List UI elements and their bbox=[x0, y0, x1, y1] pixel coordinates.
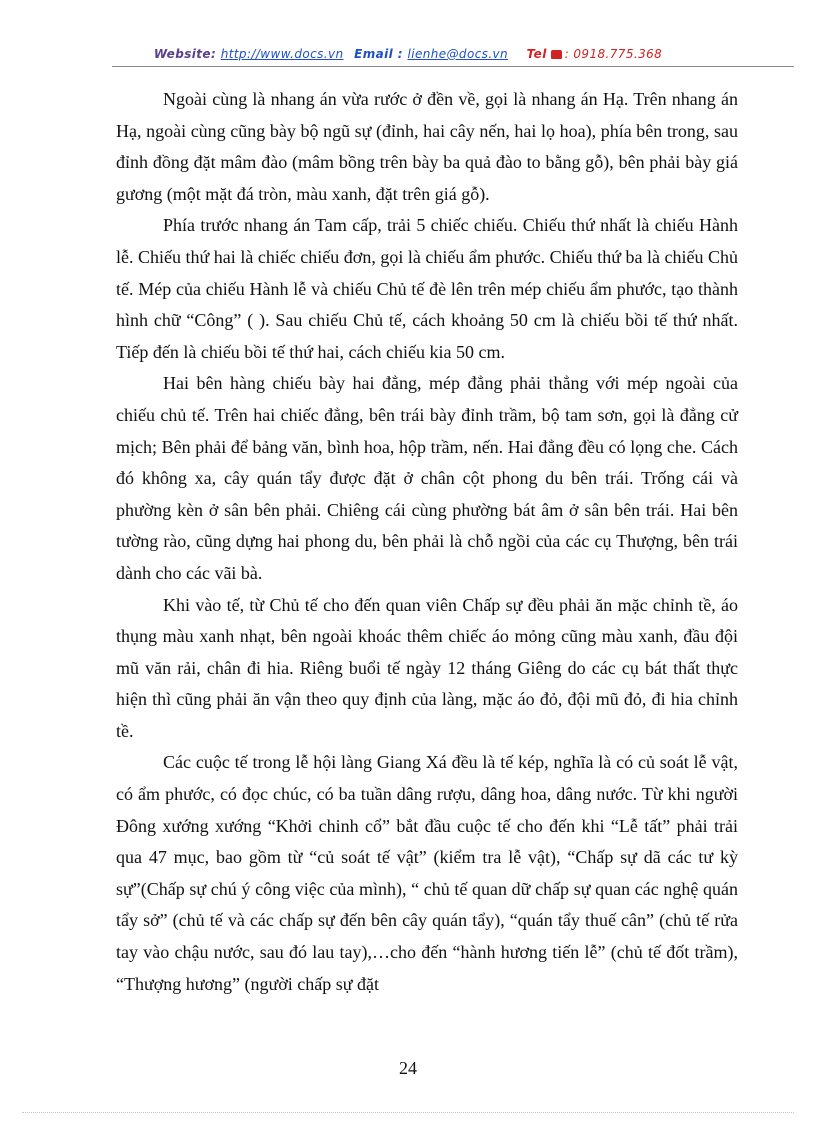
tel-number: : 0918.775.368 bbox=[564, 47, 663, 61]
tel-label: Tel bbox=[526, 47, 547, 61]
paragraph: Hai bên hàng chiếu bày hai đẳng, mép đẳng phải thẳng với mép ngoài của chiếu chủ tế. Trên hai chiếc đẳng, bên trái bày đỉnh trầm, bộ tam sơn, gọi là đẳng cử mịch; Bên phải để bảng văn, bình hoa, hộp trầm, nến. Hai đẳng đều có lọng che. Cách đó không xa, cây quán tẩy được đặt ở chân cột phong du bên trái. Trống cái và phường kèn ở sân bên phải. Chiêng cái cùng phường bát âm ở sân bên trái. Hai bên tường rào, cũng dựng hai phong du, bên phải là chỗ ngồi của các cụ Thượng, bên trái dành cho các vãi bà. bbox=[116, 373, 738, 583]
document-body bbox=[116, 84, 738, 1000]
paragraph: Các cuộc tế trong lễ hội làng Giang Xá đều là tế kép, nghĩa là có củ soát lễ vật, có ẩm phước, có đọc chúc, có ba tuần dâng rượu, dâng hoa, dâng nước. Từ khi người Đông xướng xướng “Khởi chinh cổ” bắt đầu cuộc tế cho đến khi “Lễ tất” phải trải qua 47 mục, bao gồm từ “củ soát tế vật” (kiểm tra lễ vật), “Chấp sự dã các tư kỳ sự”(Chấp sự chú ý công việc của mình), “ chủ tế quan dữ chấp sự quan các nghệ quán tẩy sở” (chủ tế và các chấp sự đến bên cây quán tẩy), “quán tẩy thuế cân” (chủ tế rửa tay vào chậu nước, sau đó lau tay),…cho đến “hành hương tiến lễ” (chủ tế đốt trầm), “Thượng hương” (người chấp sự đặt bbox=[116, 752, 738, 994]
paragraph: Khi vào tế, từ Chủ tế cho đến quan viên Chấp sự đều phải ăn mặc chỉnh tề, áo thụng màu xanh nhạt, bên ngoài khoác thêm chiếc áo mỏng cũng màu xanh, đầu đội mũ văn rải, chân đi hia. Riêng buổi tế ngày 12 tháng Giêng do các cụ bát thất thực hiện thì cũng phải ăn vận theo quy định của làng, mặc áo đỏ, đội mũ đỏ, đi hia chỉnh tề. bbox=[116, 594, 738, 741]
page-header bbox=[0, 47, 816, 61]
header-divider bbox=[112, 66, 794, 67]
footer-divider bbox=[22, 1112, 794, 1113]
email-label: Email : bbox=[354, 47, 403, 61]
paragraph: Ngoài cùng là nhang án vừa rước ở đền về, gọi là nhang án Hạ. Trên nhang án Hạ, ngoài cùng cũng bày bộ ngũ sự (đỉnh, hai cây nến, hai lọ hoa), phía bên trong, sau đỉnh đồng đặt mâm đào (mâm bồng trên bày ba quả đào to bằng gỗ), bên phải bày giá gương (một mặt đá tròn, màu xanh, đặt trên giá gỗ). bbox=[116, 89, 738, 204]
website-label: Website: bbox=[153, 47, 217, 61]
email-link[interactable]: lienhe@docs.vn bbox=[407, 47, 509, 61]
page-number: 24 bbox=[399, 1058, 417, 1078]
website-link[interactable]: http://www.docs.vn bbox=[220, 47, 344, 61]
phone-icon bbox=[551, 50, 562, 59]
paragraph: Phía trước nhang án Tam cấp, trải 5 chiếc chiếu. Chiếu thứ nhất là chiếu Hành lễ. Chiếu thứ hai là chiếc chiếu đơn, gọi là chiếu ẩm phước. Chiếu thứ ba là chiếu Chủ tế. Mép của chiếu Hành lễ và chiếu Chủ tế đè lên trên mép chiếu ẩm phước, tạo thành hình chữ “Công” ( ). Sau chiếu Chủ tế, cách khoảng 50 cm là chiếu bồi tế thứ nhất. Tiếp đến là chiếu bồi tế thứ hai, cách chiếu kia 50 cm. bbox=[116, 215, 738, 362]
